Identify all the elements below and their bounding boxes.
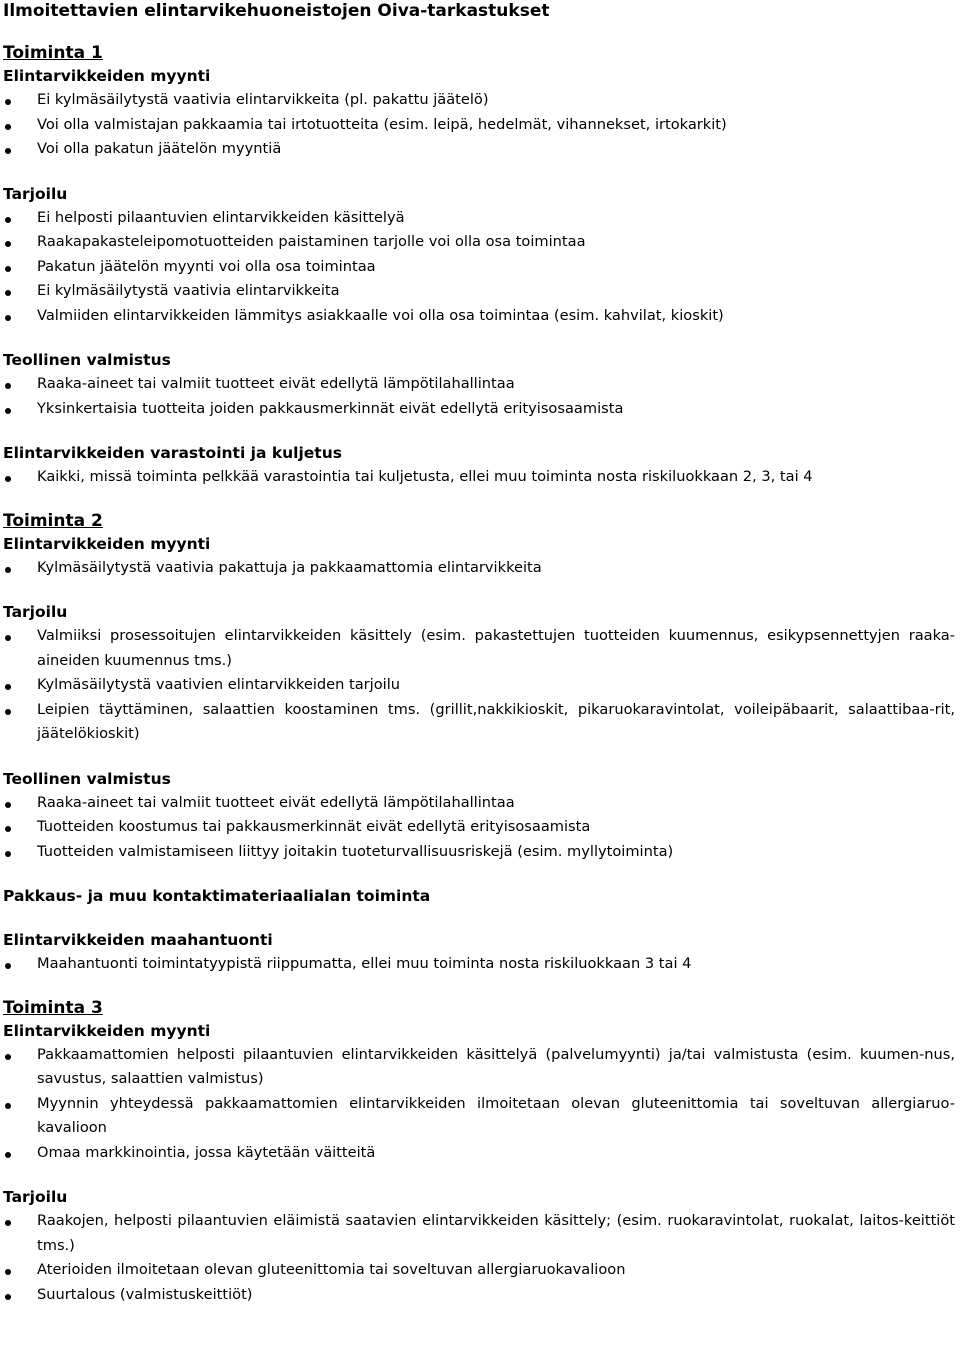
category-heading: Tarjoilu [3, 184, 68, 203]
bullet-icon [5, 684, 11, 690]
list-item [3, 255, 957, 280]
list-item-text: Raaka-aineet tai valmiit tuotteet eivät edellytä lämpötilahallintaa [37, 793, 515, 811]
list-item [3, 673, 957, 698]
list-item [3, 88, 957, 113]
list-item [3, 791, 957, 816]
list-item [3, 952, 957, 977]
bullet-icon [5, 383, 11, 389]
list-item-text: Suurtalous (valmistuskeittiöt) [37, 1285, 253, 1303]
bullet-icon [5, 567, 11, 573]
list-item-text: Omaa markkinointia, jossa käytetään väitteitä [37, 1143, 376, 1161]
category-block [3, 767, 957, 865]
list-item-text: Maahantuonti toimintatyypistä riippumatta, ellei muu toiminta nosta riskiluokkaan 3 tai 4 [37, 955, 692, 972]
bullet-icon [5, 1103, 11, 1109]
list-item [3, 206, 957, 231]
bullet-list [3, 952, 957, 977]
category-block [3, 348, 957, 421]
list-item [3, 230, 957, 255]
list-item [3, 840, 957, 865]
list-item-text: Raakapakasteleipomotuotteiden paistaminen tarjolle voi olla osa toimintaa [37, 233, 586, 250]
bullet-icon [5, 963, 11, 969]
bullet-icon [5, 124, 11, 130]
category-block [3, 1185, 957, 1307]
category-heading: Elintarvikkeiden myynti [3, 1021, 211, 1040]
list-item-text: Pakkaamattomien helposti pilaantuvien elintarvikkeiden käsittelyä (palvelumyynti) ja/tai valmistusta (esim. kuumen-nus, savustus, salaattien valmistus) [37, 1045, 955, 1087]
bullet-icon [5, 802, 11, 808]
bullet-icon [5, 266, 11, 272]
list-item-text: Voi olla valmistajan pakkaamia tai irtotuotteita (esim. leipä, hedelmät, vihannekset, irtokarkit) [37, 115, 727, 133]
list-item-text: Tuotteiden koostumus tai pakkausmerkinnät eivät edellytä erityisosaamista [37, 818, 591, 835]
sections-container [3, 42, 957, 1307]
list-item-text: Yksinkertaisia tuotteita joiden pakkausmerkinnät eivät edellytä erityisosaamista [37, 399, 624, 417]
page-title: Ilmoitettavien elintarvikehuoneistojen Oiva-tarkastukset [3, 1, 550, 21]
bullet-list [3, 1043, 957, 1166]
section-title: Toiminta 1 [3, 43, 103, 63]
list-item [3, 465, 957, 490]
bullet-list [3, 791, 957, 865]
list-item-text: Aterioiden ilmoitetaan olevan gluteenittomia tai soveltuvan allergiaruokavalioon [37, 1261, 626, 1278]
section-toiminta-1 [3, 42, 957, 490]
list-item-text: Ei kylmäsäilytystä vaativia elintarvikkeita [37, 282, 340, 299]
list-item-text: Myynnin yhteydessä pakkaamattomien elintarvikkeiden ilmoitetaan olevan gluteenittomia tai soveltuvan allergiaruo-kavalioon [37, 1094, 955, 1136]
list-item [3, 372, 957, 397]
bullet-list [3, 1209, 957, 1307]
list-item [3, 113, 957, 138]
list-item [3, 1092, 957, 1141]
bullet-icon [5, 476, 11, 482]
bullet-icon [5, 99, 11, 105]
bullet-list [3, 465, 957, 490]
bullet-list [3, 88, 957, 162]
category-heading: Tarjoilu [3, 603, 68, 621]
bullet-icon [5, 1294, 11, 1300]
section-title: Toiminta 2 [3, 510, 103, 531]
bullet-icon [5, 709, 11, 715]
list-item-text: Kylmäsäilytystä vaativia pakattuja ja pakkaamattomia elintarvikkeita [37, 558, 542, 576]
bullet-icon [5, 851, 11, 857]
list-item [3, 397, 957, 422]
list-item [3, 815, 957, 840]
bullet-icon [5, 290, 11, 296]
category-block [3, 441, 957, 490]
category-block [3, 1019, 957, 1166]
bullet-icon [5, 826, 11, 832]
section-toiminta-3 [3, 997, 957, 1308]
category-heading: Teollinen valmistus [3, 351, 171, 369]
category-heading: Teollinen valmistus [3, 769, 171, 788]
bullet-icon [5, 241, 11, 247]
bullet-icon [5, 635, 11, 641]
bullet-list [3, 624, 957, 747]
category-block [3, 600, 957, 747]
list-item-text: Ei kylmäsäilytystä vaativia elintarvikkeita (pl. pakattu jäätelö) [37, 91, 489, 108]
list-item-text: Voi olla pakatun jäätelön myyntiä [37, 140, 282, 157]
category-heading: Elintarvikkeiden myynti [3, 67, 211, 85]
bullet-icon [5, 217, 11, 223]
list-item-text: Valmiiden elintarvikkeiden lämmitys asiakkaalle voi olla osa toimintaa (esim. kahvilat, kioskit) [37, 306, 724, 324]
bullet-icon [5, 315, 11, 321]
bullet-icon [5, 1220, 11, 1226]
section-toiminta-2 [3, 510, 957, 977]
bullet-icon [5, 1269, 11, 1275]
list-item-text: Ei helposti pilaantuvien elintarvikkeiden käsittelyä [37, 208, 405, 226]
list-item [3, 1283, 957, 1308]
category-block [3, 928, 957, 977]
category-heading: Tarjoilu [3, 1188, 68, 1206]
list-item [3, 304, 957, 329]
list-item [3, 1043, 957, 1092]
category-block [3, 64, 957, 162]
list-item [3, 137, 957, 162]
list-item [3, 1209, 957, 1258]
list-item-text: Raaka-aineet tai valmiit tuotteet eivät edellytä lämpötilahallintaa [37, 375, 515, 392]
section-title: Toiminta 3 [3, 997, 103, 1018]
bullet-list [3, 206, 957, 329]
list-item [3, 698, 957, 747]
bullet-icon [5, 408, 11, 414]
list-item-text: Kylmäsäilytystä vaativien elintarvikkeiden tarjoilu [37, 676, 401, 693]
category-block [3, 532, 957, 581]
list-item-text: Leipien täyttäminen, salaattien koostaminen tms. (grillit,nakkikioskit, pikaruokaravintolat, voileipäbaarit, salaattibaa-rit, jäätelökioskit) [37, 700, 955, 742]
list-item-text: Pakatun jäätelön myynti voi olla osa toimintaa [37, 257, 376, 275]
list-item-text: Raakojen, helposti pilaantuvien eläimistä saatavien elintarvikkeiden käsittely; (esim. ruokaravintolat, ruokalat, laitos-keittiöt tms.) [37, 1212, 955, 1254]
category-heading: Pakkaus- ja muu kontaktimateriaalialan toiminta [3, 887, 431, 905]
bullet-list [3, 372, 957, 421]
list-item [3, 279, 957, 304]
category-heading: Elintarvikkeiden varastointi ja kuljetus [3, 444, 342, 462]
list-item [3, 624, 957, 673]
list-item [3, 1258, 957, 1283]
bullet-list [3, 556, 957, 581]
category-block [3, 884, 957, 908]
category-heading: Elintarvikkeiden maahantuonti [3, 931, 273, 949]
list-item-text: Tuotteiden valmistamiseen liittyy joitakin tuoteturvallisuusriskejä (esim. myllytoiminta) [37, 842, 674, 860]
bullet-icon [5, 148, 11, 154]
category-heading: Elintarvikkeiden myynti [3, 534, 211, 553]
list-item [3, 1141, 957, 1166]
list-item-text: Kaikki, missä toiminta pelkkää varastointia tai kuljetusta, ellei muu toiminta nosta riskiluokkaan 2, 3, tai 4 [37, 468, 813, 485]
list-item [3, 556, 957, 581]
list-item-text: Valmiiksi prosessoitujen elintarvikkeiden käsittely (esim. pakastettujen tuotteiden kuumennus, esikypsennettyjen raaka-aineiden kuumennus tms.) [37, 627, 955, 669]
bullet-icon [5, 1054, 11, 1060]
bullet-icon [5, 1152, 11, 1158]
category-block [3, 182, 957, 329]
